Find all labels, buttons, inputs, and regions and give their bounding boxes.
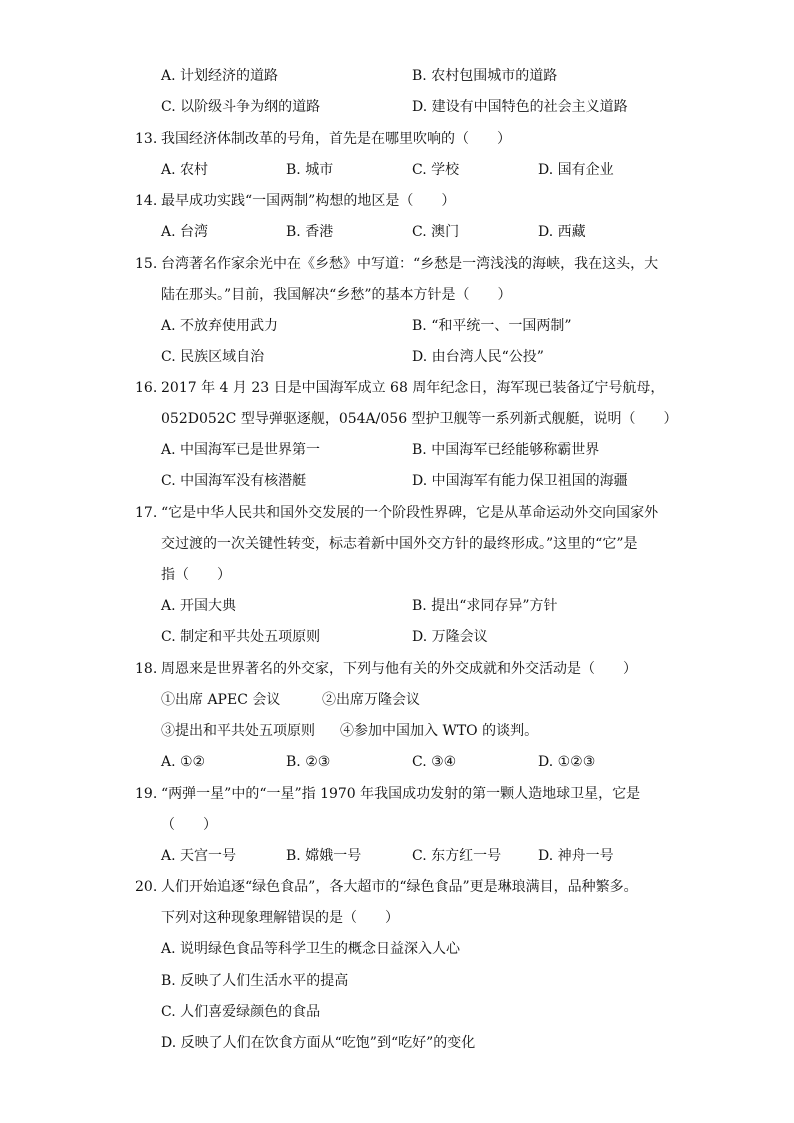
- q14-option-c: C. 澳门: [412, 224, 460, 240]
- q14-number: 14.: [135, 193, 158, 209]
- q15-option-c: C. 民族区域自治: [161, 349, 265, 365]
- q16-stem-line-1: 2017 年 4 月 23 日是中国海军成立 68 周年纪念日，海军现已装备辽宁号航母，: [161, 380, 665, 396]
- q18-option-d: D. ①②③: [538, 754, 596, 770]
- q15-option-b: B. “和平统一、一国两制”: [412, 318, 572, 334]
- q18-option-b: B. ②③: [286, 754, 331, 770]
- q20-option-d: D. 反映了人们在饮食方面从“吃饱”到“吃好”的变化: [161, 1035, 476, 1051]
- q20-option-a: A. 说明绿色食品等科学卫生的概念日益深入人心: [161, 941, 461, 957]
- q13-option-c: C. 学校: [412, 162, 460, 178]
- q16-stem-line-2: 052D052C 型导弹驱逐舰，054A/056 型护卫舰等一系列新式舰艇，说明（ ）: [161, 411, 678, 427]
- q15-stem-line-2: 陆在那头。”目前，我国解决“乡愁”的基本方针是（ ）: [161, 287, 512, 303]
- q16-option-a: A. 中国海军已是世界第一: [161, 442, 321, 458]
- q20-stem-line-2: 下列对这种现象理解错误的是（ ）: [161, 910, 399, 926]
- q14-option-a: A. 台湾: [161, 224, 209, 240]
- q17-option-c: C. 制定和平共处五项原则: [161, 629, 321, 645]
- q19-stem-line-2: （ ）: [161, 817, 217, 833]
- q17-option-a: A. 开国大典: [161, 598, 237, 614]
- q19-number: 19.: [135, 786, 158, 802]
- q13-stem: 我国经济体制改革的号角，首先是在哪里吹响的（ ）: [161, 131, 511, 147]
- q16-option-d: D. 中国海军有能力保卫祖国的海疆: [412, 473, 628, 489]
- q13-number: 13.: [135, 131, 158, 147]
- q19-stem-line-1: “两弹一星”中的“一星”指 1970 年我国成功发射的第一颗人造地球卫星，它是: [161, 786, 641, 802]
- q18-option-a: A. ①②: [161, 754, 206, 770]
- q12-option-c: C. 以阶级斗争为纲的道路: [161, 99, 321, 115]
- q17-stem-line-3: 指（ ）: [161, 567, 231, 583]
- q12-option-d: D. 建设有中国特色的社会主义道路: [412, 99, 628, 115]
- q16-number: 16.: [135, 380, 158, 396]
- q13-option-d: D. 国有企业: [538, 162, 614, 178]
- q13-option-b: B. 城市: [286, 162, 334, 178]
- q20-option-b: B. 反映了人们生活水平的提高: [161, 973, 349, 989]
- q18-item-4: ④参加中国加入 WTO 的谈判。: [340, 723, 539, 739]
- q12-option-b: B. 农村包围城市的道路: [412, 68, 558, 84]
- q12-option-a: A. 计划经济的道路: [161, 68, 279, 84]
- q19-option-b: B. 嫦娥一号: [286, 848, 362, 864]
- q16-option-c: C. 中国海军没有核潜艇: [161, 473, 307, 489]
- q18-option-c: C. ③④: [412, 754, 457, 770]
- q14-option-b: B. 香港: [286, 224, 334, 240]
- q20-number: 20.: [135, 879, 158, 895]
- q15-option-a: A. 不放弃使用武力: [161, 318, 279, 334]
- q18-item-1: ①出席 APEC 会议: [161, 692, 281, 708]
- q18-item-2: ②出席万隆会议: [322, 692, 420, 708]
- q19-option-a: A. 天宫一号: [161, 848, 237, 864]
- q17-option-d: D. 万隆会议: [412, 629, 488, 645]
- q19-option-c: C. 东方红一号: [412, 848, 502, 864]
- q17-stem-line-2: 交过渡的一次关键性转变，标志着新中国外交方针的最终形成。”这里的“它”是: [161, 536, 638, 552]
- q13-option-a: A. 农村: [161, 162, 209, 178]
- q15-option-d: D. 由台湾人民“公投”: [412, 349, 544, 365]
- q15-number: 15.: [135, 256, 158, 272]
- q15-stem-line-1: 台湾著名作家余光中在《乡愁》中写道：“乡愁是一湾浅浅的海峡，我在这头，大: [161, 256, 659, 272]
- q14-stem: 最早成功实践“一国两制”构想的地区是（ ）: [161, 193, 456, 209]
- q18-item-3: ③提出和平共处五项原则: [161, 723, 315, 739]
- q20-option-c: C. 人们喜爱绿颜色的食品: [161, 1004, 321, 1020]
- q20-stem-line-1: 人们开始追逐“绿色食品”，各大超市的“绿色食品”更是琳琅满目，品种繁多。: [161, 879, 638, 895]
- q19-option-d: D. 神舟一号: [538, 848, 614, 864]
- q18-stem: 周恩来是世界著名的外交家，下列与他有关的外交成就和外交活动是（ ）: [161, 661, 637, 677]
- q17-stem-line-1: “它是中华人民共和国外交发展的一个阶段性界碑，它是从革命运动外交向国家外: [161, 505, 659, 521]
- q18-number: 18.: [135, 661, 158, 677]
- q14-option-d: D. 西藏: [538, 224, 586, 240]
- q17-option-b: B. 提出“求同存异”方针: [412, 598, 558, 614]
- q16-option-b: B. 中国海军已经能够称霸世界: [412, 442, 600, 458]
- q17-number: 17.: [135, 505, 158, 521]
